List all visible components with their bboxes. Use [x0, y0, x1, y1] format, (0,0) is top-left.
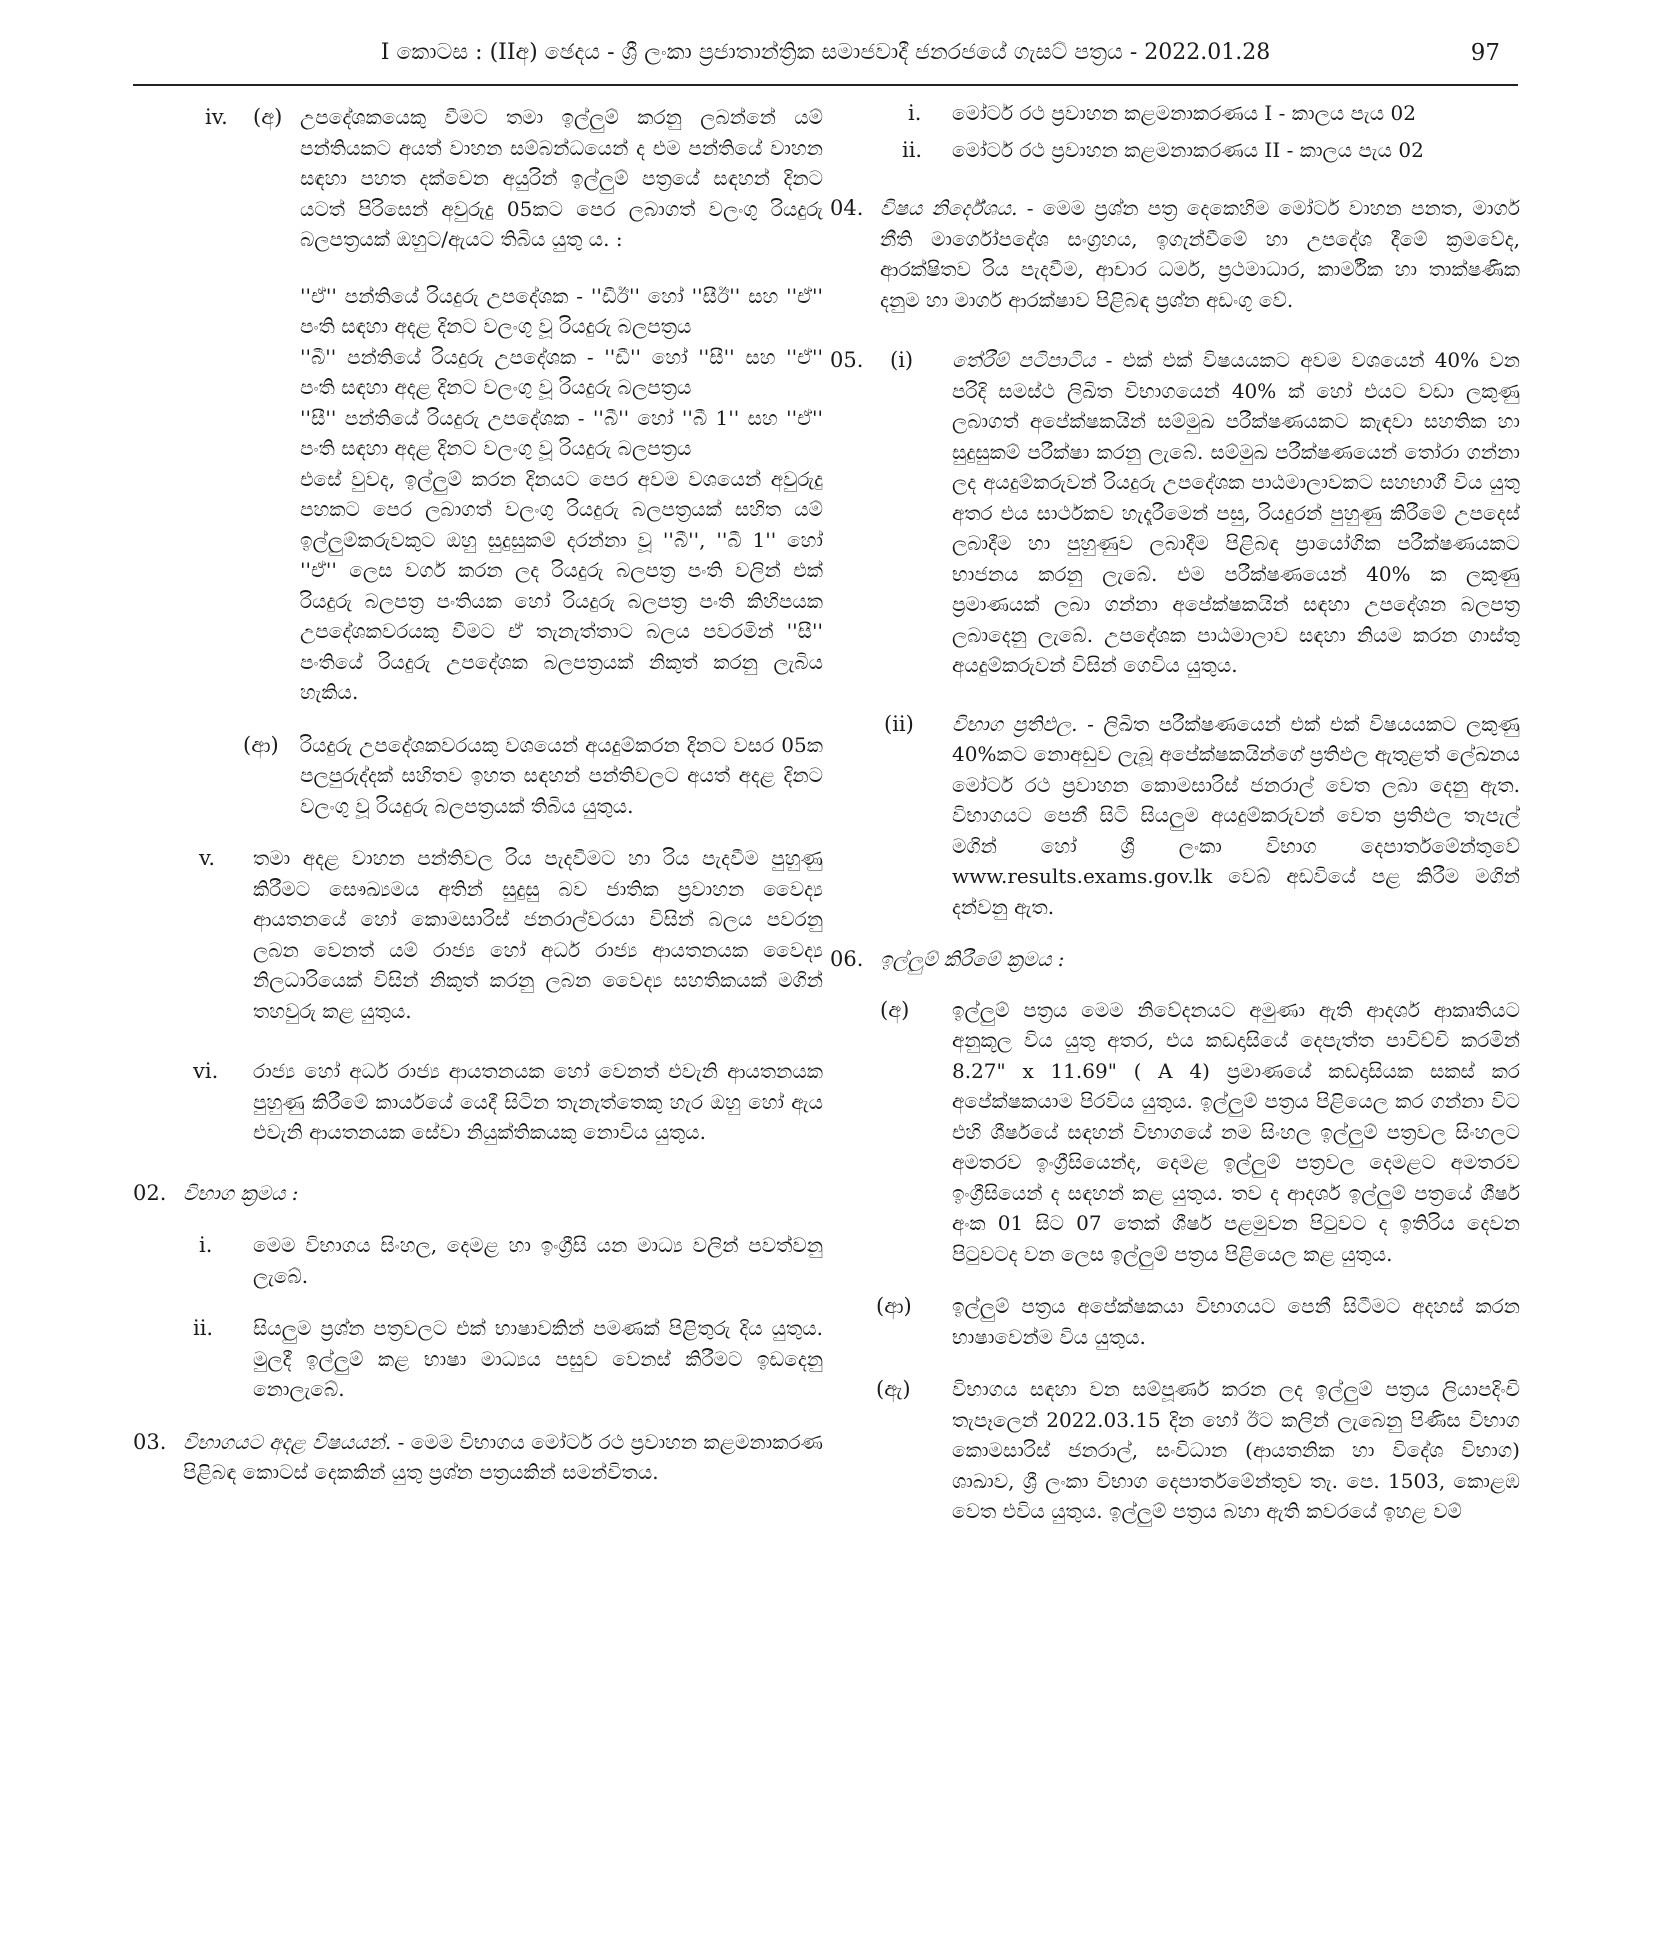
- section-06-heading: ඉල්ලුම් කිරීමේ ක්‍රමය :: [880, 947, 1065, 971]
- section-06-item-ae-text: විභාගය සඳහා වන සම්පූර්ණ කරන ලද ඉල්ලුම් පත්‍රය ලියාපදිංචි තැපෑලෙන් 2022.03.15 දින හෝ ඊට කලින් ලැබෙනු පිණිස විභාග කොමසාරිස් ජනරාල්, සංවිධාන (ආයතනික හා විදේශ විභාග) ශාඛාව, ශ්‍රී ලංකා විභාග දෙපාර්තමේන්තුව තැ. පෙ. 1503, කොළඹ වෙත එවිය යුතුය. ඉල්ලුම් පත්‍රය බහා ඇති කවරයේ ඉහළ වම්: [952, 1377, 1520, 1523]
- section-06-item-aa-text: ඉල්ලුම් පත්‍රය අපේක්ෂකයා විභාගයට පෙනී සිටීමට අදහස් කරන භාෂාවෙන්ම විය යුතුය.: [952, 1294, 1520, 1349]
- section-02: [133, 1178, 823, 1209]
- section-04: [830, 193, 1520, 315]
- clause-iv-marker: iv.: [205, 105, 228, 129]
- section-06-item-aa: [830, 1291, 1520, 1352]
- right-column: [830, 98, 1520, 1928]
- clause-iv-a-intro: උපදේශකයෙකු වීමට තමා ඉල්ලුම් කරනු ලබන්නේ යම් පන්තියකට අයත් වාහන සම්බන්ධයෙන් ද එම පන්තියේ වාහන සඳහා පහත දක්වෙන අයුරින් ඉල්ලුම් පත්‍රයේ සඳහන් දිනට යටත් පිරිසෙන් අවුරුදු 05කට පෙර ලබාගත් වලංගු රියදුරු බලපත්‍රයක් ඔහුට/ඇයට තිබිය යුතු ය. :: [300, 105, 823, 251]
- section-06-marker: 06.: [830, 947, 864, 971]
- licence-class-c-item: ''සී'' පන්තියේ රියදුරු උපදේශක - ''බී'' හෝ ''බී 1'' සහ ''ඒ'' පංති සඳහා අදළ දිනට වලංගු වූ රියදුරු බලපත්‍රය: [300, 405, 823, 460]
- page-number: 97: [1470, 40, 1500, 66]
- section-05-i-text: - එක් එක් විෂයයකට අවම වශයෙන් 40% වන පරිදි සමස්ථ ලිඛිත විභාගයෙන් 40% ක් හෝ එයට වඩා ලකුණු ලබාගත් අපේක්ෂකයින් සම්මුඛ පරීක්ෂණයකට කැඳවා සහතික හා සුදුසුකම් පරීක්ෂා කරනු ලැබේ. සම්මුඛ පරීක්ෂණයෙන් තෝරා ගන්නා ලද අයදුම්කරුවන් රියදුරු උපදේශක පාඨමාලාවකට සහභාගී විය යුතු අතර එය සාර්ථකව හැදෑරීමෙන් පසු, රියදුරන් පුහුණු කිරීමේ උපදෙස් ලබාදීම හා පුහුණුව ලබාදීම පිළිබඳ ප්‍රායෝගික පරීක්ෂණයකට භාජනය කරනු ලැබේ. එම පරීක්ෂණයෙන් 40% ක ලකුණු ප්‍රමාණයක් ලබා ගන්නා අපේක්ෂකයින් සඳහා උපදේශන බලපත්‍ර ලබාදෙනු ලැබේ. උපදේශක පාඨමාලාව සඳහා නියම කරන ගාස්තු අයදුම්කරුවන් විසින් ගෙවිය යුතුය.: [952, 348, 1520, 677]
- left-column: [133, 102, 823, 1932]
- clause-vi-text: රාජ්‍ය හෝ අර්ධ රාජ්‍ය ආයතනයක හෝ වෙනත් එවැනි ආයතනයක පුහුණු කිරීමේ කාර්යයේ යෙදී සිටින තැනැත්තෙකු හැර ඔහු හෝ ඇය එවැනි ආයතනයක සේවා නියුක්තිකයකු නොවිය යුතුය.: [253, 1059, 823, 1144]
- clause-iv: [133, 102, 823, 821]
- paper-item-i-text: මෝටර් රථ ප්‍රවාහන කළමනාකරණය I - කාලය පැය 02: [952, 101, 1416, 125]
- section-04-heading: විෂය නිර්දේශය.: [880, 196, 1018, 220]
- section-03: [133, 1427, 823, 1488]
- clause-iv-a-marker: (අ): [253, 105, 283, 129]
- clause-vi: [133, 1056, 823, 1148]
- section-06-item-a-marker: (අ): [880, 997, 910, 1022]
- section-03-marker: 03.: [133, 1429, 167, 1454]
- section-05-ii-text: - ලිඛිත පරීක්ෂණයෙන් එක් එක් විෂයයකට ලකුණු 40%කට නොඅඩුව ලැබූ අපේක්ෂකයින්ගේ ප්‍රතිඵල ඇතුළත් ලේඛනය මෝටර් රථ ප්‍රවාහන කොමසාරිස් ජනරාල් වෙත ලබා දෙනු ඇත. විභාගයට පෙනී සිටි සියලුම අයදුම්කරුවන් වෙත ප්‍රතිඵල තැපැල් මගින් හෝ ශ්‍රී ලංකා විභාග දෙපාර්තමේන්තුවේ www.results.exams.gov.lk වෙබ් අඩවියේ පළ කිරීම මගින් දන්වනු ඇත.: [952, 711, 1520, 919]
- clause-iv-a-closing: එසේ වුවද, ඉල්ලුම් කරන දිනයට පෙර අවම වශයෙන් අවුරුදු පහකට පෙර ලබාගත් වලංගු රියදුරු බලපත්‍රයක් සහිත යම් ඉල්ලුම්කරුවකුට ඔහු සුදුසුකම් දරන්නා වූ ''බී'', ''බී 1'' හෝ ''ඒ'' ලෙස වර්ග කරන ලද රියදුරු බලපත්‍ර පංති වලින් එක් රියදුරු බලපත්‍ර පංතියක හෝ රියදුරු බලපත්‍ර පංති කිහිපයක උපදේශකවරයකු වීමට ඒ තැනැත්තාට බලය පවරමින් ''සී'' පංතියේ රියදුරු උපදේශක බලපත්‍රයක් නිකුත් කරනු ලැබිය හැකිය.: [300, 466, 823, 704]
- paper-item-ii-marker: ii.: [902, 137, 923, 162]
- clause-iv-aa-text: රියදුරු උපදේශකවරයකු වශයෙන් අයදුම්කරන දිනට වසර 05ක පලපුරුද්දක් සහිතව ඉහත සඳහන් පන්තිවලට අයත් අදළ දිනට වලංගු වූ රියදුරු බලපත්‍රයක් තිබිය යුතුය.: [300, 732, 823, 818]
- section-05: [830, 345, 1520, 922]
- section-06: [830, 944, 1520, 975]
- section-06-item-a: [830, 995, 1520, 1270]
- clause-iv-aa-marker: (ආ): [243, 732, 279, 757]
- section-06-item-ae-marker: (ඇ): [876, 1377, 911, 1401]
- section-03-heading: විභාගයට අදළ විෂයයන්.: [183, 1429, 392, 1454]
- section-05-i: [830, 345, 1520, 681]
- section-02-item-i-marker: i.: [199, 1233, 213, 1257]
- section-02-marker: 02.: [133, 1180, 167, 1205]
- section-03-text: - මෙම විභාගය මෝටර් රථ ප්‍රවාහන කළමනාකරණ පිළිබඳ කොටස් දෙකකින් යුතු ප්‍රශ්න පත්‍රයකින් සමන්විතය.: [183, 1429, 823, 1484]
- section-02-item-ii: [133, 1313, 823, 1405]
- paper-item-i: [830, 98, 1520, 129]
- paper-item-ii-text: මෝටර් රථ ප්‍රවාහන කළමනාකරණය II - කාලය පැය 02: [952, 137, 1424, 162]
- gazette-header: [133, 38, 1518, 86]
- section-06-item-aa-marker: (ආ): [876, 1294, 912, 1318]
- section-05-ii: [830, 709, 1520, 923]
- section-02-item-i: [133, 1230, 823, 1291]
- section-05-marker: 05.: [830, 348, 864, 372]
- section-05-ii-marker: (ii): [884, 711, 914, 736]
- section-05-i-heading: තේරීම් පටිපාටිය: [952, 348, 1096, 372]
- section-02-item-ii-marker: ii.: [193, 1316, 214, 1340]
- section-06-item-ae: [830, 1374, 1520, 1527]
- clause-v-text: තමා අදළ වාහන පන්තිවල රිය පැදවීමට හා රිය පැදවීම පුහුණු කිරීමට සෞඛ්‍යමය අතින් සුදුසු බව ජාතික ප්‍රවාහන වෛද්‍ය ආයතනයේ හෝ කොමසාරිස් ජනරාල්වරයා විසින් බලය පවරනු ලබන වෙනත් යම් රාජ්‍ය හෝ අර්ධ රාජ්‍ය ආයතනයක වෛද්‍ය නිලධාරියෙක් විසින් නිකුත් කරනු ලබන වෛද්‍ය සහතිකයක් මගින් තහවුරු කළ යුතුය.: [253, 846, 823, 1023]
- clause-v-marker: v.: [199, 846, 216, 870]
- paper-item-ii: [830, 135, 1520, 166]
- clause-v: [133, 843, 823, 1026]
- licence-class-a-item: ''ඒ'' පන්තියේ රියදුරු උපදේශක - ''ඩීඊ'' හෝ ''සීඊ'' සහ ''ඒ'' පංති සඳහා අදළ දිනට වලංගු වූ රියදුරු බලපත්‍රය: [300, 283, 823, 338]
- section-02-item-i-text: මෙම විභාගය සිංහල, දෙමළ හා ඉංග්‍රීසි යන මාධ්‍ය වලින් පවත්වනු ලැබේ.: [253, 1233, 823, 1288]
- section-04-marker: 04.: [830, 196, 864, 220]
- section-04-text: - මෙම ප්‍රශ්න පත්‍ර දෙකෙහිම මෝටර් වාහන පනත, මාර්ග නීති මාර්ගෝපදේශ සංග්‍රහය, ඉගැන්වීමේ හා උපදේශ දීමේ ක්‍රමවේද, ආරක්ෂිතව රිය පැදවීම, ආචාර ධර්ම, ප්‍රථමාධාර, කාර්මික හා තාක්ෂණික දනුම හා මාර්ග ආරක්ෂාව පිළිබඳ ප්‍රශ්න අඩංගු වේ.: [880, 196, 1520, 312]
- paper-item-i-marker: i.: [908, 101, 922, 125]
- section-06-item-a-text: ඉල්ලුම් පත්‍රය මෙම නිවේදනයට අමුණා ඇති ආදර්ශ ආකෘතියට අනුකූල විය යුතු අතර, එය කඩදාසියේ දෙපැත්ත පාවිච්චි කරමින් 8.27" x 11.69" ( A 4) ප්‍රමාණයේ කඩදාසියක සකස් කර අපේක්ෂකයාම පිරවිය යුතුය. ඉල්ලුම් පත්‍රය පිළියෙල කර ගන්නා විට එහි ශීර්ෂයේ සඳහන් විභාගයේ නම සිංහල ඉල්ලුම් පත්‍රවල සිංහලට අමතරව ඉංග්‍රීසියෙන්ද, දෙමළ ඉල්ලුම් පත්‍රවල දෙමළට අමතරව ඉංග්‍රීසියෙන් ද සඳහන් කළ යුතුය. තව ද ආදර්ශ ඉල්ලුම් පත්‍රයේ ශීර්ෂ අංක 01 සිට 07 තෙක් ශීර්ෂ පළමුවන පිටුවට ද ඉතිරිය දෙවන පිටුවටද වන ලෙස ඉල්ලුම් පත්‍රය පිළියෙල කළ යුතුය.: [952, 997, 1520, 1266]
- section-05-i-marker: (i): [890, 348, 914, 372]
- section-02-item-ii-text: සියලුම ප්‍රශ්න පත්‍රවලට එක් භාෂාවකින් පමණක් පිළිතුරු දිය යුතුය. මුලදී ඉල්ලුම් කළ භාෂා මාධ්‍යය පසුව වෙනස් කිරීමට ඉඩදෙනු නොලැබේ.: [253, 1316, 823, 1401]
- clause-vi-marker: vi.: [193, 1059, 219, 1083]
- header-title: I කොටස : (IIඅ) ඡෙදය - ශ්‍රී ලංකා ප්‍රජාතාන්ත්‍රික සමාජවාදී ජනරජයේ ගැසට් පත්‍රය - 2022.01.28: [380, 40, 1271, 65]
- section-02-heading: විභාග ක්‍රමය :: [183, 1180, 299, 1205]
- licence-class-b-item: ''බී'' පන්තියේ රියදුරු උපදේශක - ''ඩී'' හෝ ''සී'' සහ ''ඒ'' පංති සඳහා අදළ දිනට වලංගු වූ රියදුරු බලපත්‍රය: [300, 344, 823, 399]
- section-05-ii-heading: විභාග ප්‍රතිඵල.: [952, 711, 1078, 736]
- clause-iv-aa: [133, 730, 823, 822]
- clause-iv-a: [133, 102, 823, 708]
